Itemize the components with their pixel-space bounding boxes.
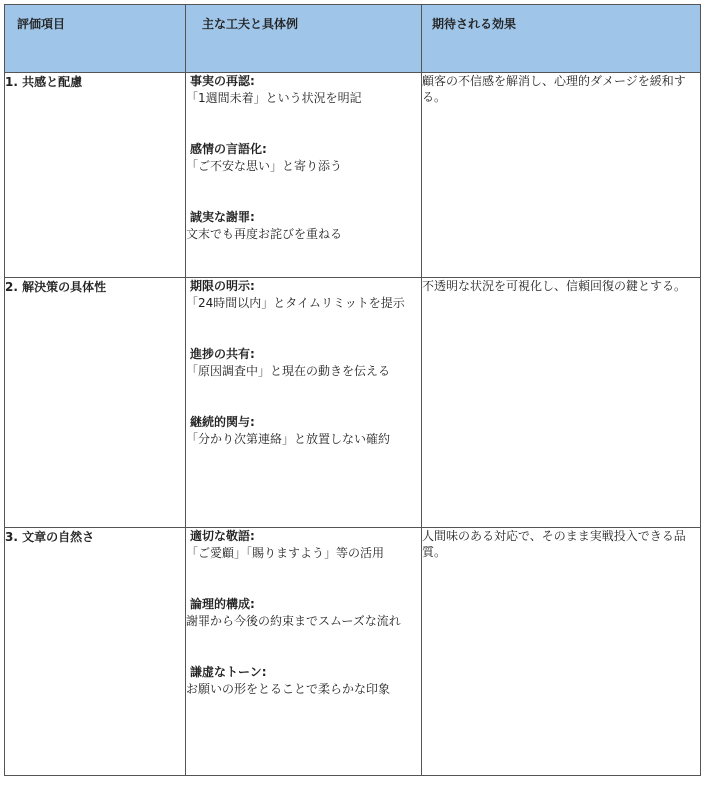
detail-item <box>186 414 421 448</box>
detail-item <box>186 73 421 107</box>
detail-description: 謝罪から今後の約束までスムーズな流れ <box>186 614 401 628</box>
criterion-cell: 3. 文章の自然さ <box>5 528 186 776</box>
table-row <box>5 73 701 278</box>
effect-cell: 人間味のある対応で、そのまま実戦投入できる品質。 <box>422 528 701 776</box>
detail-description: 「ご愛顧」「賜りますよう」等の活用 <box>186 546 385 560</box>
detail-item <box>186 209 421 243</box>
criterion-cell: 2. 解決策の具体性 <box>5 278 186 528</box>
detail-label: 論理的構成: <box>190 597 255 611</box>
detail-description: 「分かり次第連絡」と放置しない確約 <box>186 432 391 446</box>
detail-label: 進捗の共有: <box>190 347 255 361</box>
detail-label: 事実の再認: <box>190 74 255 88</box>
header-effect: 期待される効果 <box>422 5 701 73</box>
detail-label: 誠実な謝罪: <box>190 210 255 224</box>
detail-description: 文末でも再度お詫びを重ねる <box>186 227 343 241</box>
table-header-row <box>5 5 701 73</box>
detail-item <box>186 664 421 698</box>
detail-description: 「1週間未着」という状況を明記 <box>186 91 362 105</box>
details-cell <box>186 528 422 776</box>
effect-cell: 顧客の不信感を解消し、心理的ダメージを緩和する。 <box>422 73 701 278</box>
detail-label: 感情の言語化: <box>190 142 267 156</box>
criterion-cell: 1. 共感と配慮 <box>5 73 186 278</box>
detail-item <box>186 141 421 175</box>
table-row <box>5 528 701 776</box>
detail-description: お願いの形をとることで柔らかな印象 <box>186 682 391 696</box>
detail-item <box>186 278 421 312</box>
effect-cell: 不透明な状況を可視化し、信頼回復の鍵とする。 <box>422 278 701 528</box>
detail-item <box>186 528 421 562</box>
detail-description: 「ご不安な思い」と寄り添う <box>186 159 343 173</box>
detail-label: 適切な敬語: <box>190 529 255 543</box>
details-cell <box>186 278 422 528</box>
detail-label: 継続的関与: <box>190 415 255 429</box>
detail-description: 「原因調査中」と現在の動きを伝える <box>186 364 391 378</box>
detail-item <box>186 596 421 630</box>
header-details: 主な工夫と具体例 <box>186 5 422 73</box>
detail-label: 期限の明示: <box>190 279 255 293</box>
detail-item <box>186 346 421 380</box>
detail-description: 「24時間以内」とタイムリミットを提示 <box>186 296 405 310</box>
detail-label: 謙虚なトーン: <box>190 665 267 679</box>
details-cell <box>186 73 422 278</box>
header-criterion: 評価項目 <box>5 5 186 73</box>
evaluation-table <box>4 4 701 776</box>
table-row <box>5 278 701 528</box>
